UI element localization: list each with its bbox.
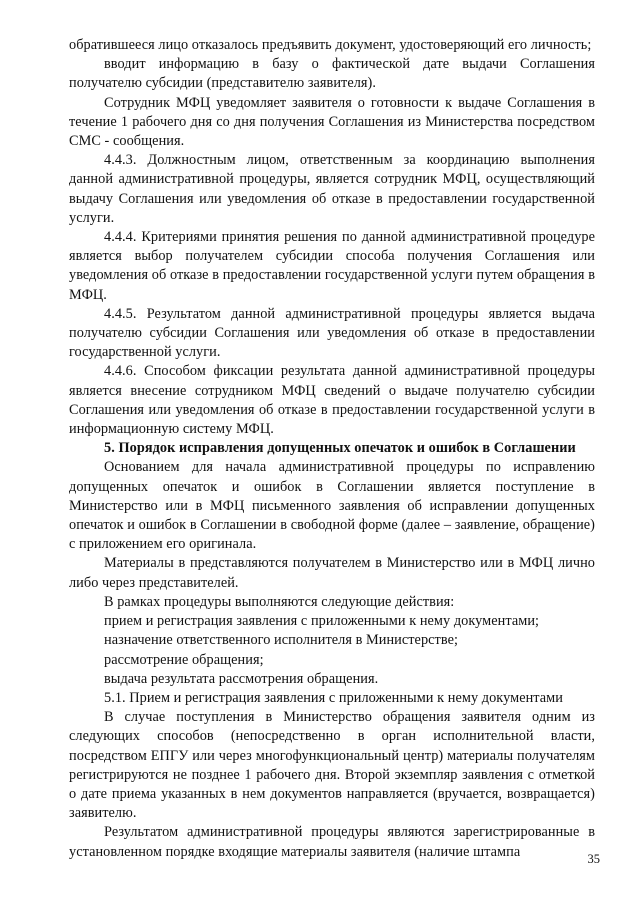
subsection-5-1-title: 5.1. Прием и регистрация заявления с приложенными к нему документами	[104, 689, 563, 706]
list-item-reception: прием и регистрация заявления с приложенными к нему документами;	[104, 613, 540, 630]
list-item-review: рассмотрение обращения;	[104, 651, 264, 668]
paragraph-4-4-6: 4.4.6. Способом фиксации результата данной административной процедуры является внесение сотрудником МФЦ сведений о выдаче получателю субсидии Соглашения или уведомления об отказе в предоставлении государственной услуги в информационную систему МФЦ.	[69, 363, 595, 438]
section-5-heading: 5. Порядок исправления допущенных опечаток и ошибок в Соглашении	[104, 440, 576, 457]
document-body	[69, 36, 595, 862]
paragraph-materials: Материалы в представляются получателем в Министерство или в МФЦ лично либо через представителей.	[69, 555, 595, 591]
paragraph-result: Результатом административной процедуры являются зарегистрированные в установленном порядке входящие материалы заявителя (наличие штампа	[69, 824, 595, 860]
paragraph-4-4-5: 4.4.5. Результатом данной административной процедуры является выдача получателю субсидии Соглашения или уведомления об отказе в предоставлении государственной услуги.	[69, 305, 595, 361]
list-item-assignment: назначение ответственного исполнителя в Министерстве;	[104, 632, 458, 649]
paragraph-4-4-4: 4.4.4. Критериями принятия решения по данной административной процедуре является выбор получателем субсидии способа получения Соглашения или уведомления об отказе в предоставлении государственной услуги путем обращения в МФЦ.	[69, 229, 595, 303]
paragraph-registration: В случае поступления в Министерство обращения заявителя одним из следующих способов (непосредственно в орган исполнительной власти, посредством ЕПГУ или через многофункциональный центр) материалы получателям регистрируются не позднее 1 рабочего дня. Второй экземпляр заявления с отметкой о дате приема указанных в нем документов направляется (вручается, возвращается) заявителю.	[69, 709, 595, 822]
page-number: 35	[587, 852, 600, 866]
paragraph-enter-info: вводит информацию в базу о фактической дате выдачи Соглашения получателю субсидии (представителю заявителя).	[69, 56, 595, 92]
paragraph-actions-intro: В рамках процедуры выполняются следующие действия:	[104, 593, 455, 610]
paragraph-procedure-basis: Основанием для начала административной процедуры по исправлению допущенных опечаток и ошибок в Соглашении является поступление в Министерство или в МФЦ письменного заявления об исправлении допущенных опечаток и ошибок в Соглашении в свободной форме (далее – заявление, обращение) с приложением его оригинала.	[69, 459, 595, 553]
paragraph-sms-notification: Сотрудник МФЦ уведомляет заявителя о готовности к выдаче Соглашения в течение 1 рабочего дня со дня получения Соглашения из Министерства посредством СМС - сообщения.	[69, 94, 595, 150]
paragraph-4-4-3: 4.4.3. Должностным лицом, ответственным за координацию выполнения данной административной процедуры, является сотрудник МФЦ, осуществляющий выдачу Соглашения или уведомления об отказе в предоставлении государственной услуги.	[69, 152, 595, 226]
paragraph-identity-refusal: обратившееся лицо отказалось предъявить документ, удостоверяющий его личность;	[69, 37, 592, 53]
list-item-result: выдача результата рассмотрения обращения.	[104, 670, 379, 687]
